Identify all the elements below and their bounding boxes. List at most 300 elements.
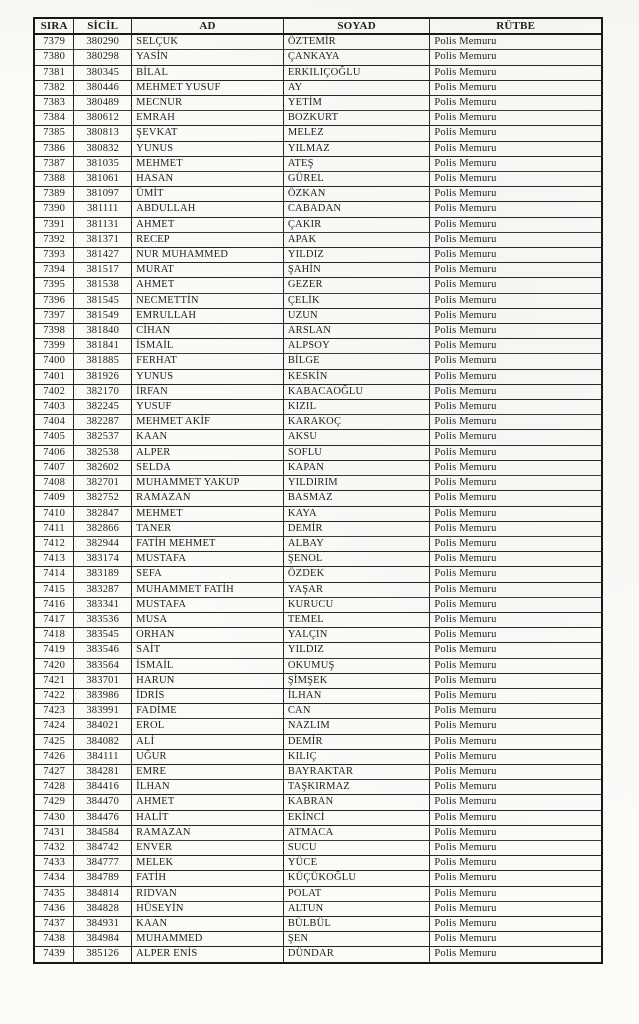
- cell-soyad: ALBAY: [283, 536, 430, 551]
- table-row: [34, 491, 602, 506]
- cell-ad: KAAN: [132, 430, 284, 445]
- cell-sicil: 382752: [74, 491, 132, 506]
- cell-ad: AHMET: [132, 795, 284, 810]
- cell-sira: 7388: [34, 172, 74, 187]
- cell-sicil: 383287: [74, 582, 132, 597]
- cell-rutbe: Polis Memuru: [430, 50, 602, 65]
- cell-soyad: YÜCE: [283, 856, 430, 871]
- cell-soyad: POLAT: [283, 886, 430, 901]
- cell-sicil: 381427: [74, 248, 132, 263]
- cell-soyad: İLHAN: [283, 688, 430, 703]
- cell-sira: 7381: [34, 65, 74, 80]
- column-header-rutbe: RÜTBE: [430, 18, 602, 34]
- cell-sicil: 381926: [74, 369, 132, 384]
- cell-ad: FERHAT: [132, 354, 284, 369]
- cell-ad: SELÇUK: [132, 34, 284, 50]
- cell-soyad: ÇANKAYA: [283, 50, 430, 65]
- cell-sira: 7404: [34, 415, 74, 430]
- table-row: [34, 415, 602, 430]
- table-row: [34, 780, 602, 795]
- cell-rutbe: Polis Memuru: [430, 172, 602, 187]
- cell-rutbe: Polis Memuru: [430, 612, 602, 627]
- cell-soyad: ALPSOY: [283, 339, 430, 354]
- cell-sira: 7428: [34, 780, 74, 795]
- table-row: [34, 156, 602, 171]
- cell-soyad: ATEŞ: [283, 156, 430, 171]
- table-row: [34, 673, 602, 688]
- cell-sira: 7424: [34, 719, 74, 734]
- cell-soyad: ARSLAN: [283, 324, 430, 339]
- cell-sira: 7435: [34, 886, 74, 901]
- cell-sira: 7433: [34, 856, 74, 871]
- cell-sira: 7436: [34, 901, 74, 916]
- table-row: [34, 916, 602, 931]
- cell-rutbe: Polis Memuru: [430, 263, 602, 278]
- table-row: [34, 187, 602, 202]
- cell-rutbe: Polis Memuru: [430, 430, 602, 445]
- cell-sicil: 380446: [74, 80, 132, 95]
- table-row: [34, 825, 602, 840]
- cell-rutbe: Polis Memuru: [430, 278, 602, 293]
- table-header-row: [34, 18, 602, 34]
- table-row: [34, 932, 602, 947]
- cell-ad: ORHAN: [132, 628, 284, 643]
- cell-ad: MEHMET: [132, 506, 284, 521]
- cell-rutbe: Polis Memuru: [430, 65, 602, 80]
- cell-rutbe: Polis Memuru: [430, 567, 602, 582]
- cell-sira: 7420: [34, 658, 74, 673]
- cell-sira: 7389: [34, 187, 74, 202]
- table-row: [34, 339, 602, 354]
- cell-rutbe: Polis Memuru: [430, 932, 602, 947]
- cell-rutbe: Polis Memuru: [430, 521, 602, 536]
- cell-soyad: KABRAN: [283, 795, 430, 810]
- cell-ad: SEFA: [132, 567, 284, 582]
- cell-sicil: 382847: [74, 506, 132, 521]
- cell-sira: 7418: [34, 628, 74, 643]
- table-row: [34, 263, 602, 278]
- cell-ad: ENVER: [132, 840, 284, 855]
- table-row: [34, 688, 602, 703]
- cell-ad: FADİME: [132, 704, 284, 719]
- cell-sicil: 383986: [74, 688, 132, 703]
- cell-rutbe: Polis Memuru: [430, 400, 602, 415]
- table-row: [34, 886, 602, 901]
- cell-ad: MUSA: [132, 612, 284, 627]
- cell-ad: HÜSEYİN: [132, 901, 284, 916]
- table-row: [34, 65, 602, 80]
- cell-soyad: ERKILIÇOĞLU: [283, 65, 430, 80]
- table-row: [34, 476, 602, 491]
- cell-sira: 7384: [34, 111, 74, 126]
- table-body: [34, 34, 602, 962]
- cell-sira: 7400: [34, 354, 74, 369]
- cell-ad: ALİ: [132, 734, 284, 749]
- cell-soyad: KILIÇ: [283, 749, 430, 764]
- cell-ad: YUNUS: [132, 369, 284, 384]
- cell-sicil: 382245: [74, 400, 132, 415]
- cell-sira: 7412: [34, 536, 74, 551]
- cell-rutbe: Polis Memuru: [430, 293, 602, 308]
- cell-soyad: KÜÇÜKOĞLU: [283, 871, 430, 886]
- cell-sicil: 381841: [74, 339, 132, 354]
- cell-ad: RIDVAN: [132, 886, 284, 901]
- table-row: [34, 354, 602, 369]
- cell-rutbe: Polis Memuru: [430, 536, 602, 551]
- cell-soyad: ÇAKIR: [283, 217, 430, 232]
- cell-sicil: 381111: [74, 202, 132, 217]
- cell-sira: 7410: [34, 506, 74, 521]
- cell-sira: 7396: [34, 293, 74, 308]
- cell-ad: ÜMİT: [132, 187, 284, 202]
- cell-ad: MURAT: [132, 263, 284, 278]
- cell-rutbe: Polis Memuru: [430, 384, 602, 399]
- cell-sira: 7430: [34, 810, 74, 825]
- cell-rutbe: Polis Memuru: [430, 947, 602, 963]
- cell-sicil: 384931: [74, 916, 132, 931]
- cell-sira: 7403: [34, 400, 74, 415]
- cell-sicil: 384777: [74, 856, 132, 871]
- cell-soyad: ŞAHİN: [283, 263, 430, 278]
- cell-sicil: 384281: [74, 764, 132, 779]
- table-row: [34, 96, 602, 111]
- cell-ad: MUSTAFA: [132, 597, 284, 612]
- cell-ad: MEHMET YUSUF: [132, 80, 284, 95]
- cell-soyad: SOFLU: [283, 445, 430, 460]
- cell-rutbe: Polis Memuru: [430, 597, 602, 612]
- cell-sira: 7438: [34, 932, 74, 947]
- cell-sira: 7429: [34, 795, 74, 810]
- cell-rutbe: Polis Memuru: [430, 491, 602, 506]
- table-row: [34, 202, 602, 217]
- cell-ad: SELDA: [132, 460, 284, 475]
- cell-soyad: ÇELİK: [283, 293, 430, 308]
- cell-soyad: DEMİR: [283, 521, 430, 536]
- cell-sicil: 380489: [74, 96, 132, 111]
- cell-soyad: ALTUN: [283, 901, 430, 916]
- cell-sicil: 384476: [74, 810, 132, 825]
- cell-rutbe: Polis Memuru: [430, 339, 602, 354]
- cell-sicil: 380813: [74, 126, 132, 141]
- cell-rutbe: Polis Memuru: [430, 704, 602, 719]
- cell-sira: 7397: [34, 308, 74, 323]
- cell-sicil: 383991: [74, 704, 132, 719]
- cell-ad: HASAN: [132, 172, 284, 187]
- table-row: [34, 400, 602, 415]
- cell-sira: 7414: [34, 567, 74, 582]
- cell-sicil: 384828: [74, 901, 132, 916]
- cell-ad: RAMAZAN: [132, 491, 284, 506]
- cell-rutbe: Polis Memuru: [430, 658, 602, 673]
- cell-soyad: BİLGE: [283, 354, 430, 369]
- cell-sicil: 383341: [74, 597, 132, 612]
- table-row: [34, 521, 602, 536]
- cell-ad: MUHAMMED: [132, 932, 284, 947]
- cell-rutbe: Polis Memuru: [430, 734, 602, 749]
- cell-sira: 7421: [34, 673, 74, 688]
- cell-soyad: KABACAOĞLU: [283, 384, 430, 399]
- cell-ad: NECMETTİN: [132, 293, 284, 308]
- cell-rutbe: Polis Memuru: [430, 460, 602, 475]
- table-row: [34, 643, 602, 658]
- cell-rutbe: Polis Memuru: [430, 324, 602, 339]
- cell-sira: 7402: [34, 384, 74, 399]
- table-row: [34, 749, 602, 764]
- cell-sicil: 385126: [74, 947, 132, 963]
- cell-rutbe: Polis Memuru: [430, 795, 602, 810]
- cell-ad: BİLAL: [132, 65, 284, 80]
- cell-sira: 7408: [34, 476, 74, 491]
- cell-sira: 7393: [34, 248, 74, 263]
- cell-rutbe: Polis Memuru: [430, 901, 602, 916]
- cell-soyad: UZUN: [283, 308, 430, 323]
- cell-ad: İSMAİL: [132, 339, 284, 354]
- table-row: [34, 719, 602, 734]
- cell-sicil: 384021: [74, 719, 132, 734]
- cell-ad: FATİH MEHMET: [132, 536, 284, 551]
- table-row: [34, 628, 602, 643]
- cell-ad: ŞEVKAT: [132, 126, 284, 141]
- cell-soyad: YILDIZ: [283, 248, 430, 263]
- cell-rutbe: Polis Memuru: [430, 582, 602, 597]
- cell-ad: İDRİS: [132, 688, 284, 703]
- cell-soyad: BÜLBÜL: [283, 916, 430, 931]
- column-header-ad: AD: [132, 18, 284, 34]
- cell-soyad: KURUCU: [283, 597, 430, 612]
- cell-ad: EMRAH: [132, 111, 284, 126]
- cell-sira: 7382: [34, 80, 74, 95]
- table-row: [34, 764, 602, 779]
- cell-sira: 7416: [34, 597, 74, 612]
- cell-soyad: NAZLIM: [283, 719, 430, 734]
- cell-sicil: 384584: [74, 825, 132, 840]
- cell-sira: 7391: [34, 217, 74, 232]
- cell-ad: MECNUR: [132, 96, 284, 111]
- cell-rutbe: Polis Memuru: [430, 308, 602, 323]
- cell-soyad: BASMAZ: [283, 491, 430, 506]
- cell-soyad: TEMEL: [283, 612, 430, 627]
- cell-sira: 7385: [34, 126, 74, 141]
- cell-rutbe: Polis Memuru: [430, 126, 602, 141]
- cell-ad: UĞUR: [132, 749, 284, 764]
- cell-rutbe: Polis Memuru: [430, 141, 602, 156]
- cell-sira: 7379: [34, 34, 74, 50]
- cell-soyad: CABADAN: [283, 202, 430, 217]
- table-row: [34, 50, 602, 65]
- cell-sicil: 384082: [74, 734, 132, 749]
- cell-rutbe: Polis Memuru: [430, 415, 602, 430]
- cell-ad: MEHMET AKİF: [132, 415, 284, 430]
- cell-soyad: KIZIL: [283, 400, 430, 415]
- cell-rutbe: Polis Memuru: [430, 719, 602, 734]
- cell-soyad: YILDIZ: [283, 643, 430, 658]
- cell-sicil: 380290: [74, 34, 132, 50]
- table-row: [34, 293, 602, 308]
- cell-sira: 7386: [34, 141, 74, 156]
- cell-sicil: 381371: [74, 232, 132, 247]
- cell-ad: AHMET: [132, 217, 284, 232]
- cell-ad: HALİT: [132, 810, 284, 825]
- cell-rutbe: Polis Memuru: [430, 673, 602, 688]
- cell-rutbe: Polis Memuru: [430, 552, 602, 567]
- cell-ad: MUSTAFA: [132, 552, 284, 567]
- cell-rutbe: Polis Memuru: [430, 187, 602, 202]
- cell-rutbe: Polis Memuru: [430, 232, 602, 247]
- cell-sira: 7431: [34, 825, 74, 840]
- cell-ad: MUHAMMET FATİH: [132, 582, 284, 597]
- cell-ad: RAMAZAN: [132, 825, 284, 840]
- cell-sicil: 382538: [74, 445, 132, 460]
- cell-soyad: YILMAZ: [283, 141, 430, 156]
- table-row: [34, 248, 602, 263]
- cell-sicil: 382701: [74, 476, 132, 491]
- cell-ad: AHMET: [132, 278, 284, 293]
- cell-soyad: AKSU: [283, 430, 430, 445]
- column-header-sira: SIRA: [34, 18, 74, 34]
- table-row: [34, 567, 602, 582]
- cell-rutbe: Polis Memuru: [430, 476, 602, 491]
- cell-sicil: 381061: [74, 172, 132, 187]
- table-row: [34, 445, 602, 460]
- cell-sira: 7419: [34, 643, 74, 658]
- cell-sicil: 383564: [74, 658, 132, 673]
- cell-sicil: 382287: [74, 415, 132, 430]
- cell-ad: MEHMET: [132, 156, 284, 171]
- cell-sira: 7437: [34, 916, 74, 931]
- cell-sira: 7439: [34, 947, 74, 963]
- table-row: [34, 704, 602, 719]
- cell-sicil: 384742: [74, 840, 132, 855]
- cell-sira: 7409: [34, 491, 74, 506]
- cell-ad: SAİT: [132, 643, 284, 658]
- cell-rutbe: Polis Memuru: [430, 871, 602, 886]
- cell-rutbe: Polis Memuru: [430, 688, 602, 703]
- table-row: [34, 384, 602, 399]
- column-header-sicil: SİCİL: [74, 18, 132, 34]
- cell-sicil: 381840: [74, 324, 132, 339]
- cell-sicil: 384416: [74, 780, 132, 795]
- cell-sira: 7422: [34, 688, 74, 703]
- cell-ad: MUHAMMET YAKUP: [132, 476, 284, 491]
- cell-ad: EMRULLAH: [132, 308, 284, 323]
- cell-ad: ALPER: [132, 445, 284, 460]
- cell-sicil: 383174: [74, 552, 132, 567]
- cell-rutbe: Polis Memuru: [430, 506, 602, 521]
- table-row: [34, 324, 602, 339]
- cell-rutbe: Polis Memuru: [430, 643, 602, 658]
- cell-sicil: 383545: [74, 628, 132, 643]
- cell-ad: HARUN: [132, 673, 284, 688]
- table-row: [34, 947, 602, 963]
- column-header-soyad: SOYAD: [283, 18, 430, 34]
- cell-rutbe: Polis Memuru: [430, 856, 602, 871]
- cell-rutbe: Polis Memuru: [430, 156, 602, 171]
- cell-soyad: YILDIRIM: [283, 476, 430, 491]
- cell-ad: FATİH: [132, 871, 284, 886]
- cell-rutbe: Polis Memuru: [430, 96, 602, 111]
- personnel-table-container: [33, 17, 603, 964]
- cell-sicil: 383701: [74, 673, 132, 688]
- table-row: [34, 901, 602, 916]
- cell-soyad: EKİNCİ: [283, 810, 430, 825]
- table-row: [34, 506, 602, 521]
- table-row: [34, 111, 602, 126]
- cell-rutbe: Polis Memuru: [430, 217, 602, 232]
- cell-soyad: ŞENOL: [283, 552, 430, 567]
- cell-ad: ALPER ENİS: [132, 947, 284, 963]
- cell-sicil: 381517: [74, 263, 132, 278]
- cell-soyad: CAN: [283, 704, 430, 719]
- cell-ad: MELEK: [132, 856, 284, 871]
- cell-soyad: DEMİR: [283, 734, 430, 749]
- cell-sicil: 381545: [74, 293, 132, 308]
- cell-rutbe: Polis Memuru: [430, 80, 602, 95]
- cell-rutbe: Polis Memuru: [430, 369, 602, 384]
- cell-sira: 7434: [34, 871, 74, 886]
- cell-sira: 7401: [34, 369, 74, 384]
- cell-ad: YUNUS: [132, 141, 284, 156]
- cell-sira: 7383: [34, 96, 74, 111]
- cell-soyad: GEZER: [283, 278, 430, 293]
- cell-ad: CİHAN: [132, 324, 284, 339]
- cell-sicil: 384111: [74, 749, 132, 764]
- cell-soyad: ŞEN: [283, 932, 430, 947]
- cell-sira: 7380: [34, 50, 74, 65]
- table-row: [34, 658, 602, 673]
- cell-soyad: DÜNDAR: [283, 947, 430, 963]
- cell-ad: NUR MUHAMMED: [132, 248, 284, 263]
- table-row: [34, 34, 602, 50]
- cell-soyad: BAYRAKTAR: [283, 764, 430, 779]
- cell-sira: 7406: [34, 445, 74, 460]
- cell-sicil: 383189: [74, 567, 132, 582]
- cell-soyad: GÜREL: [283, 172, 430, 187]
- cell-sicil: 384814: [74, 886, 132, 901]
- cell-sicil: 383536: [74, 612, 132, 627]
- table-row: [34, 795, 602, 810]
- cell-rutbe: Polis Memuru: [430, 111, 602, 126]
- table-row: [34, 126, 602, 141]
- cell-soyad: ŞİMŞEK: [283, 673, 430, 688]
- cell-soyad: YETİM: [283, 96, 430, 111]
- cell-sicil: 382944: [74, 536, 132, 551]
- cell-rutbe: Polis Memuru: [430, 202, 602, 217]
- table-row: [34, 308, 602, 323]
- cell-sicil: 381885: [74, 354, 132, 369]
- cell-sira: 7423: [34, 704, 74, 719]
- cell-rutbe: Polis Memuru: [430, 916, 602, 931]
- cell-ad: ABDULLAH: [132, 202, 284, 217]
- table-row: [34, 80, 602, 95]
- cell-soyad: KAYA: [283, 506, 430, 521]
- cell-sira: 7415: [34, 582, 74, 597]
- cell-ad: İSMAİL: [132, 658, 284, 673]
- table-row: [34, 856, 602, 871]
- cell-ad: YUSUF: [132, 400, 284, 415]
- cell-sira: 7398: [34, 324, 74, 339]
- cell-ad: RECEP: [132, 232, 284, 247]
- cell-sicil: 382537: [74, 430, 132, 445]
- cell-soyad: MELEZ: [283, 126, 430, 141]
- cell-rutbe: Polis Memuru: [430, 780, 602, 795]
- table-row: [34, 582, 602, 597]
- cell-ad: TANER: [132, 521, 284, 536]
- cell-sira: 7411: [34, 521, 74, 536]
- cell-sira: 7399: [34, 339, 74, 354]
- table-row: [34, 734, 602, 749]
- cell-sicil: 384789: [74, 871, 132, 886]
- cell-sicil: 380612: [74, 111, 132, 126]
